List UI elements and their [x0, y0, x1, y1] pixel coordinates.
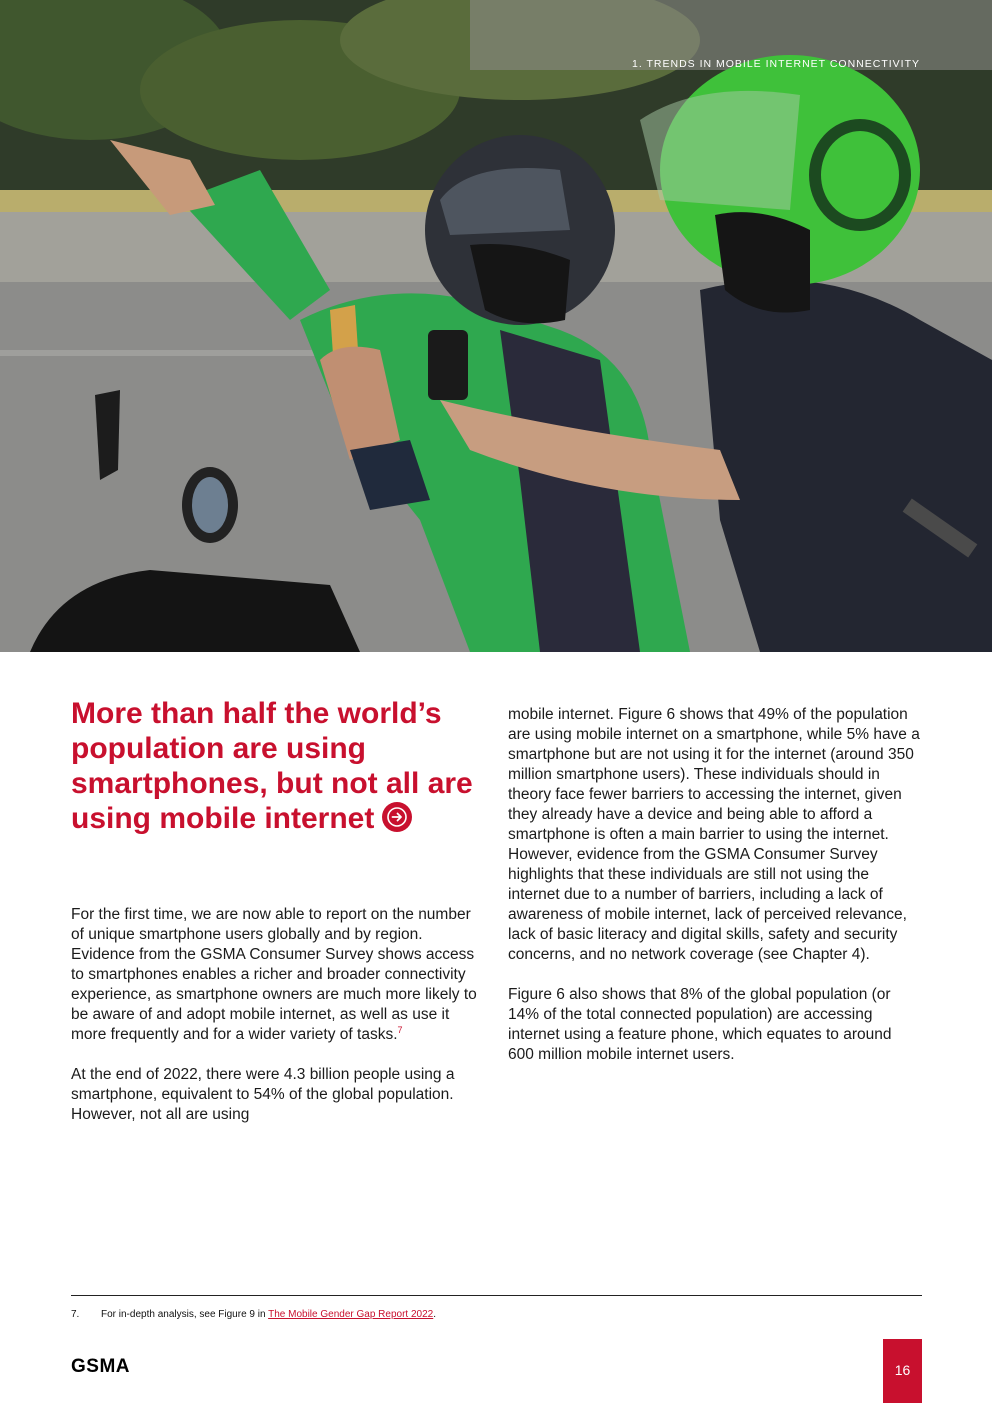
smartphone: [428, 330, 468, 400]
photo-scene: [0, 0, 992, 652]
right-paragraph-2: Figure 6 also shows that 8% of the global population (or 14% of the total connected population) are accessing internet using a feature phone, which equates to around 600 million mobile internet users.: [508, 986, 892, 1063]
footnote-link[interactable]: The Mobile Gender Gap Report 2022: [268, 1309, 434, 1320]
footnote-text: For in-depth analysis, see Figure 9 in: [101, 1309, 269, 1320]
page-number: 16: [883, 1339, 922, 1403]
rider2-visor: [640, 91, 800, 210]
rider2-shirt: [700, 280, 992, 652]
footnote-end: .: [433, 1309, 437, 1320]
footnote: [71, 1309, 436, 1320]
section-label: 1. TRENDS IN MOBILE INTERNET CONNECTIVITY: [632, 58, 920, 70]
mirror-glass: [192, 477, 228, 533]
arrow-right-icon[interactable]: [382, 802, 412, 832]
left-paragraph-1: [71, 905, 483, 1045]
page-heading: [71, 696, 481, 836]
gsma-logo: GSMA: [71, 1356, 130, 1377]
right-column: [508, 705, 920, 1085]
hero-photo: [0, 0, 992, 652]
heading-text: More than half the world’s population are using smartphones, but not all are using mobile internet: [71, 697, 473, 835]
footnote-ref[interactable]: 7: [397, 1024, 403, 1035]
left-paragraph-1-text: For the first time, we are now able to report on the number of unique smartphone users globally and by region. Evidence from the GSMA Consumer Survey shows access to smartphones enables a richer and broader connectivity experience, as smartphone owners are much more likely to be aware of and adopt mobile internet, as well as use it more frequently and for a wider variety of tasks.: [71, 906, 477, 1043]
left-paragraph-2: At the end of 2022, there were 4.3 billion people using a smartphone, equivalent to 54% of the global population. However, not all are using: [71, 1066, 455, 1123]
right-paragraph-1: mobile internet. Figure 6 shows that 49% of the population are using mobile internet on a smartphone, while 5% have a smartphone but are not using it for the internet (around 350 million smartphone users). These individuals should in theory face fewer barriers to accessing the internet, given they already have a device and being able to afford a smartphone is often a main barrier to using the internet. However, evidence from the GSMA Consumer Survey highlights that these individuals are still not using the internet due to a number of barriers, including a lack of awareness of mobile internet, lack of perceived relevance, lack of basic literacy and digital skills, safety and security concerns, and no network coverage (see Chapter 4).: [508, 706, 920, 963]
left-column: [71, 905, 483, 1145]
footnote-number: 7.: [71, 1309, 80, 1320]
footnote-divider: [71, 1295, 922, 1296]
